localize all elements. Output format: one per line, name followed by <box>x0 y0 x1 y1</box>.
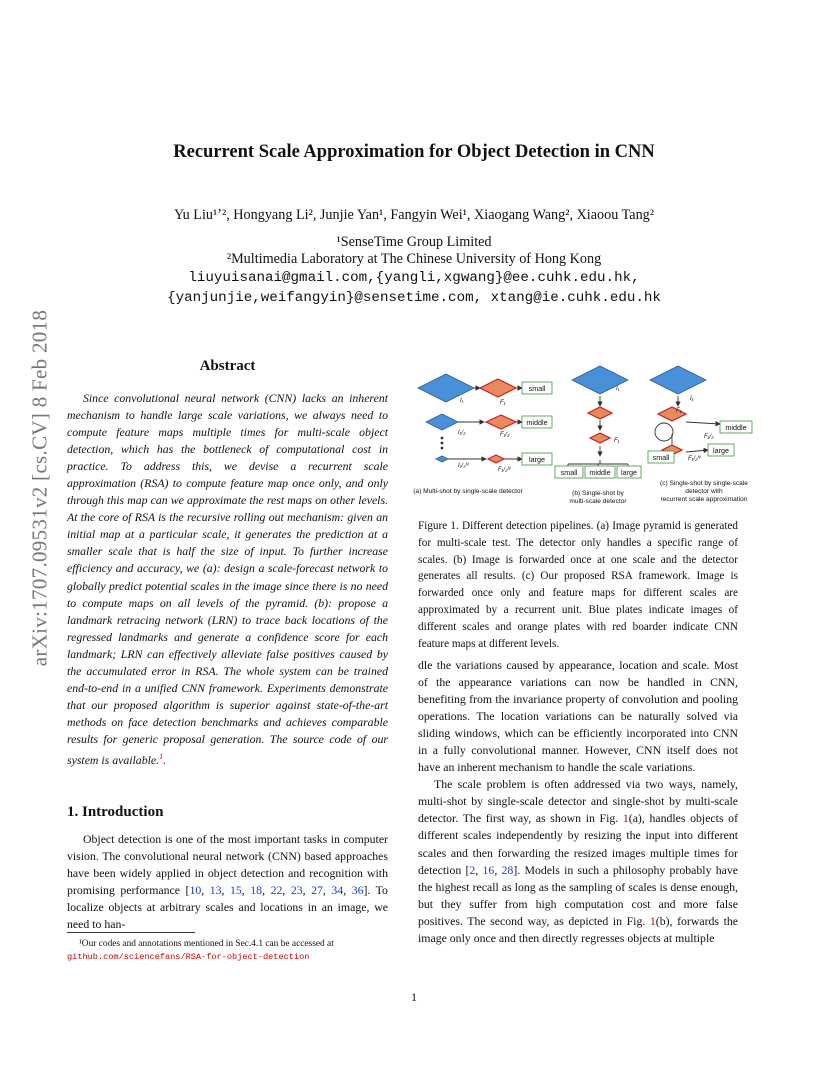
svg-text:small: small <box>560 468 578 477</box>
citation-link[interactable]: 34 <box>331 883 344 898</box>
introduction-heading: 1. Introduction <box>67 804 164 820</box>
right-paragraph-1: dle the variations caused by appearance, location and scale. Most of the appearance variations can now be handled in CNN, benefiting from the invariance property of convolution and pooling operations. The location variations can be naturally solved via sliding windows, which can be efficiently incorporated into CNN in a fully convolutional manner. However, CNN itself does not have an inherent mechanism to handle the scale variations. <box>418 658 738 775</box>
abstract-heading: Abstract <box>199 358 256 374</box>
footnote-url-link[interactable]: github.com/sciencefans/RSA-for-object-detection <box>67 951 310 962</box>
figure-text-labels <box>526 384 746 477</box>
abstract-body: Since convolutional neural network (CNN) lacks an inherent mechanism to handle large scale variations, we always need to compute feature maps multiple times for multi-scale object detection, which has the bottleneck of computational cost in practice. To address this, we devise a recurrent scale approximation (RSA) to compute feature map once only, and only through this map can we approximate the rest maps on other levels. At the core of RSA is the recursive rolling out mechanism: given an initial map at a particular scale, it generates the prediction at a smaller scale that is half the size of input. To further increase efficiency and accuracy, we (a): design a scale-forecast network to globally predict potential scales in the image since there is no need to compute maps on all levels of the pyramid. (b): propose a landmark retracing network (LRN) to trace back locations of the regressed landmarks and generate a confidence score for each landmark; LRN can effectively alleviate false positives caused by the accumulated error in RSA. The whole system can be trained end-to-end in a unified CNN framework. Experiments demonstrate that our proposed algorithm is superior against state-of-the-art methods on face detection benchmarks and achieves comparable results for generic proposal generation. The source code of our system is available.$^1$. <box>67 391 388 767</box>
svg-text:middle: middle <box>589 468 611 477</box>
svg-text:(c) Single-shot by single-scal: (c) Single-shot by single-scale <box>660 480 748 487</box>
arxiv-identifier: arXiv:1707.09531v2 [cs.CV] 8 Feb 2018 <box>27 309 52 666</box>
citation-link[interactable]: 22 <box>270 883 283 898</box>
svg-text:middle: middle <box>725 423 747 432</box>
figure-ellipsis <box>441 437 444 450</box>
citation-link[interactable]: 18 <box>250 883 263 898</box>
citation-link[interactable]: 27 <box>311 883 323 898</box>
svg-text:(b) Single-shot by: (b) Single-shot by <box>572 490 624 497</box>
svg-text:small: small <box>652 453 670 462</box>
right-column-body <box>418 657 738 947</box>
citation-link[interactable]: 16 <box>482 862 495 877</box>
svg-text:recurrent scale approximation: recurrent scale approximation <box>660 496 748 503</box>
paper-title: Recurrent Scale Approximation for Object Detection in CNN <box>173 142 655 162</box>
introduction-body: Object detection is one of the most important tasks in computer vision. The convolutional neural network (CNN) based approaches have been widely applied in object detection and recognition with promising performance [10, 13, 15, 18, 22, 23, 27, 34, 36]. To localize objects at arbitrary scales and locations in an image, we need to han- <box>67 832 388 932</box>
figure-subcaptions <box>413 480 748 505</box>
svg-text:middle: middle <box>526 418 548 427</box>
svg-text:(a) Multi-shot by single-scale: (a) Multi-shot by single-scale detector <box>413 488 523 495</box>
svg-text:F₁/₂: F₁/₂ <box>704 434 714 440</box>
svg-text:small: small <box>528 384 546 393</box>
footnote-rule <box>67 932 195 933</box>
svg-text:I₁/₂ᴺ: I₁/₂ᴺ <box>458 463 469 469</box>
right-citations: 2, 16, 28 <box>469 862 514 877</box>
svg-text:large: large <box>713 446 729 455</box>
svg-text:I₁: I₁ <box>616 386 620 392</box>
citation-link[interactable]: 36 <box>351 883 364 898</box>
page-number: 1 <box>411 990 417 1004</box>
citation-link[interactable]: 2 <box>469 862 476 877</box>
right-paragraph-2: The scale problem is often addressed via two ways, namely, multi-shot by single-scale detector and single-shot by multi-scale detector. The first way, as shown in Fig. 1(a), handles objects of different scales independently by resizing the input into different scales and then forwarding the resized images multiple times for detection [2, 16, 28]. Models in such a philosophy probably have the highest recall as long as the sampling of scales is dense enough, but they suffer from high computation cost and more false positives. The second way, as depicted in Fig. 1(b), forwards the image only once and then directly regresses objects at multiple <box>418 777 738 945</box>
affiliation-sensetime: ¹SenseTime Group Limited <box>336 234 492 250</box>
footnote-text: ¹Our codes and annotations mentioned in Sec.4.1 can be accessed at <box>79 939 334 949</box>
email-line-2: {yanjunjie,weifangyin}@sensetime.com, xtang@ie.cuhk.edu.hk <box>167 290 661 306</box>
citation-link[interactable]: 23 <box>290 883 303 898</box>
affiliation-cuhk: ²Multimedia Laboratory at The Chinese University of Hong Kong <box>226 251 602 267</box>
svg-text:large: large <box>621 468 637 477</box>
citation-link[interactable]: 13 <box>209 883 222 898</box>
svg-text:F₁: F₁ <box>614 438 620 444</box>
figure-output-boxes <box>522 382 752 478</box>
figure-ref-link[interactable]: 1 <box>622 811 629 826</box>
figure-1-caption: Figure 1. Different detection pipelines. (a) Image pyramid is generated for multi-scale test. The detector only handles a specific range of scales. (b) Image is forwarded once at one scale and the detector generates all results. (c) Our proposed RSA framework. Image is forwarded once only and feature maps for different scales are approximated by a recurrent unit. Blue plates indicate images of different scales and orange plates with red boarder indicate CNN feature maps at different levels. <box>418 520 738 650</box>
figure-1-pipelines <box>408 356 758 514</box>
figure-ref-link[interactable]: 1 <box>649 913 656 928</box>
svg-text:detector with: detector with <box>685 488 723 495</box>
svg-text:F₁/₂ᴺ: F₁/₂ᴺ <box>498 467 511 473</box>
abstract-footnote-link[interactable]: 1 <box>159 751 164 761</box>
svg-text:F₁/₂: F₁/₂ <box>500 432 510 438</box>
citation-link[interactable]: 15 <box>230 883 242 898</box>
svg-text:I₁/₂: I₁/₂ <box>458 430 466 436</box>
citation-link[interactable]: 28 <box>501 862 514 877</box>
svg-text:I₁: I₁ <box>690 396 694 402</box>
citation-link[interactable]: 10 <box>189 883 202 898</box>
abstract-text: Since convolutional neural network (CNN) lacks an inherent mechanism to handle large scale variations, we always need to compute feature maps multiple times for multi-scale object detection, which has the bottleneck of computational cost in practice. To address this, we devise a recurrent scale approximation (RSA) to compute feature map once only, and only through this map can we approximate the rest maps on other levels. At the core of RSA is the recursive rolling out mechanism: given an initial map at a particular scale, it generates the prediction at a smaller scale that is half the size of input. To further increase efficiency and accuracy, we (a): design a scale-forecast network to globally predict potential scales in the image since there is no need to compute maps on all levels of the pyramid. (b): propose a landmark retracing network (LRN) to trace back locations of the regressed landmarks and generate a confidence score for each landmark; LRN can effectively alleviate false positives caused by the accumulated error in RSA. The whole system can be trained end-to-end in a unified CNN framework. Experiments demonstrate that our proposed algorithm is superior against state-of-the-art methods on face detection benchmarks and achieves comparable results for generic proposal generation. The source code of our system is available. <box>67 391 388 767</box>
svg-text:F₁/₂ᴺ: F₁/₂ᴺ <box>688 456 701 462</box>
svg-text:multi-scale detector: multi-scale detector <box>569 498 627 505</box>
svg-text:I₁: I₁ <box>460 398 464 404</box>
figure-feature-maps <box>480 379 686 463</box>
email-line-1: liuyuisanai@gmail.com,{yangli,xgwang}@ee.cuhk.edu.hk, <box>188 270 640 286</box>
figure-arrows <box>448 388 720 468</box>
author-list: Yu Liu¹ʼ², Hongyang Li², Junjie Yan¹, Fangyin Wei¹, Xiaogang Wang², Xiaoou Tang² <box>173 207 655 223</box>
svg-text:F₁: F₁ <box>500 400 506 406</box>
svg-text:large: large <box>529 455 545 464</box>
intro-citations: 10, 13, 15, 18, 22, 23, 27, 34, 36 <box>189 883 364 898</box>
footnote <box>67 938 392 964</box>
svg-text:F₁: F₁ <box>676 408 682 414</box>
